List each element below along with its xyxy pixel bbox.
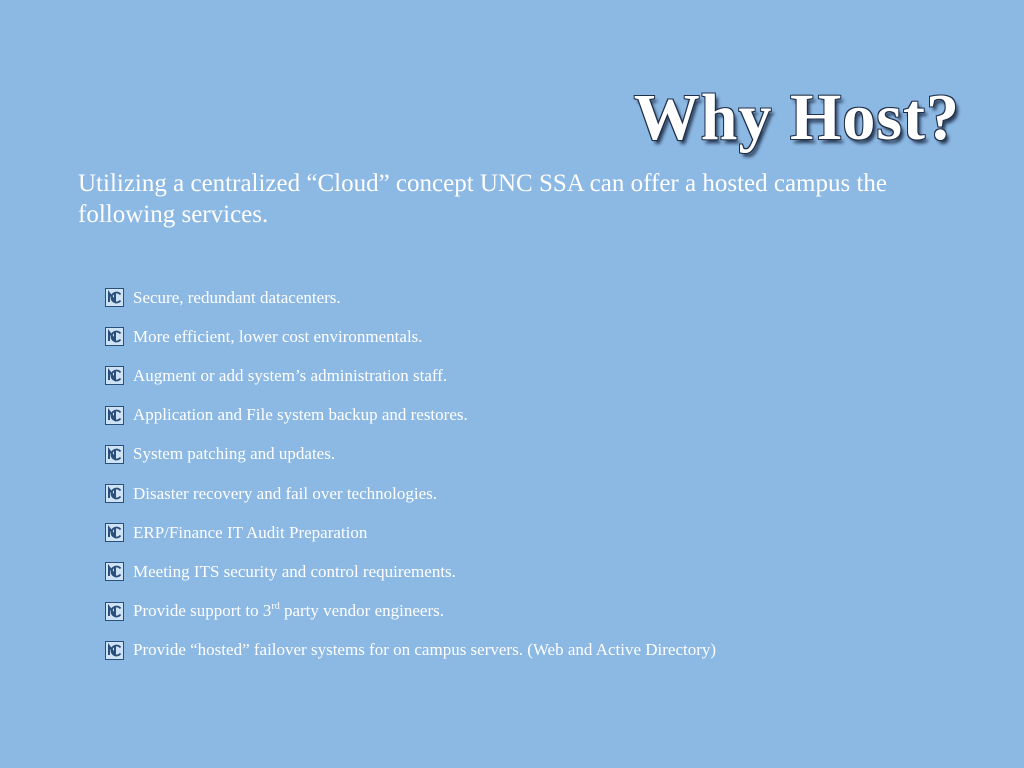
- ordinal-superscript: rd: [271, 601, 280, 613]
- bullet-text-part: party vendor engineers.: [279, 601, 444, 621]
- bullet-item: [105, 474, 716, 513]
- unc-nc-logo-icon: [105, 641, 124, 660]
- bullet-text: Augment or add system’s administration staff.: [133, 365, 448, 385]
- bullet-item: [105, 435, 716, 474]
- bullet-item: [105, 592, 716, 631]
- unc-nc-logo-icon: [105, 484, 124, 503]
- bullet-text: Meeting ITS security and control requirements.: [133, 561, 456, 581]
- bullet-text: Secure, redundant datacenters.: [133, 287, 341, 307]
- bullet-text: Application and File system backup and restores.: [133, 405, 468, 425]
- unc-nc-logo-icon: [105, 327, 124, 346]
- unc-nc-logo-icon: [105, 523, 124, 542]
- bullet-item: [105, 513, 716, 552]
- bullet-text: Provide “hosted” failover systems for on campus servers. (Web and Active Directory): [133, 640, 717, 660]
- bullet-text: Disaster recovery and fail over technologies.: [133, 483, 437, 503]
- bullet-text: System patching and updates.: [133, 444, 336, 464]
- bullet-text: [133, 601, 444, 621]
- unc-nc-logo-icon: [105, 406, 124, 425]
- bullet-text: ERP/Finance IT Audit Preparation: [133, 522, 368, 542]
- bullet-item: [105, 631, 716, 670]
- intro-paragraph: Utilizing a centralized “Cloud” concept UNC SSA can offer a hosted campus the following services.: [78, 170, 888, 228]
- unc-nc-logo-icon: [105, 445, 124, 464]
- unc-nc-logo-icon: [105, 562, 124, 581]
- bullet-item: [105, 278, 716, 317]
- bullet-item: [105, 552, 716, 591]
- slide-title: Why Host?: [633, 81, 960, 154]
- unc-nc-logo-icon: [105, 288, 124, 307]
- unc-nc-logo-icon: [105, 602, 124, 621]
- bullet-text-part: Provide support to 3: [133, 601, 272, 621]
- bullet-item: [105, 356, 716, 395]
- bullet-item: [105, 396, 716, 435]
- unc-nc-logo-icon: [105, 366, 124, 385]
- bullet-list: [105, 278, 716, 670]
- bullet-item: [105, 317, 716, 356]
- bullet-text: More efficient, lower cost environmentals.: [133, 326, 423, 346]
